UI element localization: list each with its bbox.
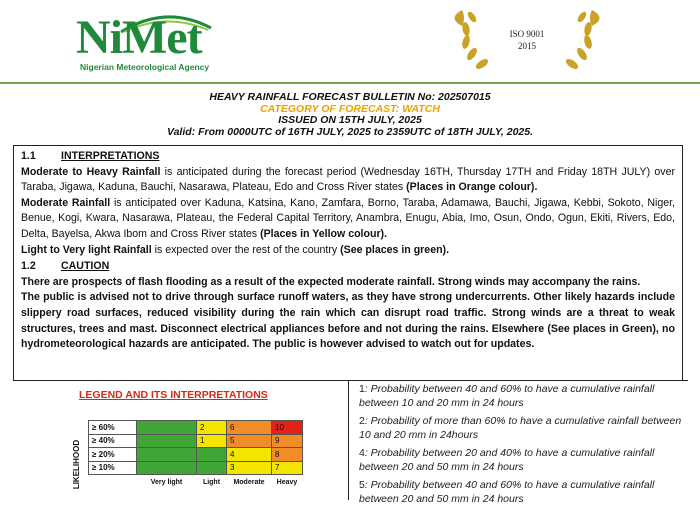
rain-category-label: Moderate to Heavy Rainfall bbox=[21, 165, 161, 178]
column-label: Light bbox=[202, 479, 221, 487]
probability-text: : Probability between 40 and 60% to have a cumulative rainfall between 20 and 50 mm in 24 hours bbox=[359, 479, 655, 505]
matrix-cell: 8 bbox=[272, 448, 303, 462]
matrix-cell bbox=[137, 448, 197, 462]
probability-item bbox=[359, 479, 688, 506]
matrix-row bbox=[89, 421, 303, 435]
matrix-cell: 10 bbox=[272, 421, 303, 435]
probability-list bbox=[348, 380, 688, 505]
matrix-cell bbox=[197, 461, 227, 475]
probability-text: : Probability of more than 60% to have a cumulative rainfall between 10 and 20 mm in 24hours bbox=[359, 415, 682, 441]
caution-paragraph-2: The public is advised not to drive through surface runoff waters, as they have strong undercurrents. Other likely hazards include slippery road surfaces, reduced visibility during the rain which can disrupt road traffic. Strong winds are a threat to weak structures, trees and mast. Disconnect electrical appliances before and not during the rains. Elsewhere (See places in Green), no hydrometeorological hazards are anticipated. The public is however advised to watch out for updates. bbox=[21, 291, 675, 351]
bulletin-header bbox=[0, 92, 700, 138]
interpretation-text: is expected over the rest of the country bbox=[151, 243, 341, 256]
nimet-logo bbox=[76, 12, 261, 74]
matrix-cell bbox=[137, 434, 197, 448]
matrix-column-headers bbox=[89, 475, 303, 489]
caution-paragraph-1: There are prospects of flash flooding as a result of the expected moderate rainfall. Strong winds may accompany the rains. bbox=[21, 275, 641, 288]
logo-wordmark: NiMet bbox=[76, 11, 202, 64]
interpretation-paragraph-1 bbox=[21, 165, 675, 196]
probability-item bbox=[359, 447, 688, 474]
forecast-category: CATEGORY OF FORECAST: WATCH bbox=[260, 102, 440, 115]
matrix-cell: 6 bbox=[227, 421, 272, 435]
matrix-cell: 7 bbox=[272, 461, 303, 475]
legend-title: LEGEND AND ITS INTERPRETATIONS bbox=[79, 389, 268, 401]
column-label: Heavy bbox=[276, 479, 298, 487]
valid-period: Valid: From 0000UTC of 16TH JULY, 2025 to 2359UTC of 18TH JULY, 2025. bbox=[166, 125, 534, 138]
section-number: 1.1 bbox=[21, 150, 36, 162]
matrix-cell: 2 bbox=[197, 421, 227, 435]
probability-number: 4 bbox=[359, 447, 365, 459]
matrix-cell: 5 bbox=[227, 434, 272, 448]
section-title: INTERPRETATIONS bbox=[61, 150, 160, 162]
matrix-cell bbox=[137, 421, 197, 435]
interpretation-text: is anticipated over Kaduna, Katsina, Kano, Zamfara, Borno, Taraba, Adamawa, Bauchi, Jigawa, Kebbi, Sokoto, Niger, Benue, Kogi, Kwara, Nasarawa, Plateau, the Federal Capital Territory, Anambra, Enugu, Abia, Imo, Osun, Ondo, Ogun, Ekiti, Rivers, Edo, Delta, Bayelsa, Akwa Ibom and Cross River states bbox=[21, 196, 675, 240]
bulletin-title: HEAVY RAINFALL FORECAST BULLETIN No: 202507015 bbox=[209, 91, 491, 103]
matrix-row bbox=[89, 461, 303, 475]
interpretation-text: is anticipated during the forecast period (Wednesday 16TH, Thursday 17TH and Friday 18TH JULY) over Taraba, Jigawa, Kaduna, Bauchi, Nasarawa, Plateau, Edo and Cross River states bbox=[21, 165, 675, 194]
column-label: Very light bbox=[150, 479, 183, 487]
likelihood-label: LIKELIHOOD bbox=[72, 439, 82, 490]
risk-matrix bbox=[88, 420, 303, 489]
matrix-cell bbox=[137, 461, 197, 475]
iso-text bbox=[497, 28, 557, 52]
color-note: (Places in Yellow colour). bbox=[260, 227, 388, 240]
section-title: CAUTION bbox=[61, 260, 110, 273]
probability-item bbox=[359, 383, 688, 410]
section-number: 1.2 bbox=[21, 260, 36, 273]
row-label: ≥ 10% bbox=[89, 461, 137, 475]
matrix-cell: 9 bbox=[272, 434, 303, 448]
logo-subtitle: Nigerian Meteorological Agency bbox=[80, 62, 210, 72]
probability-number: 1 bbox=[359, 383, 365, 395]
probability-item bbox=[359, 415, 688, 442]
probability-text: : Probability between 20 and 40% to have a cumulative rainfall between 20 and 50 mm in 24 hours bbox=[359, 447, 655, 473]
color-note: (See places in green). bbox=[340, 243, 450, 256]
matrix-cell: 3 bbox=[227, 461, 272, 475]
matrix-row bbox=[89, 448, 303, 462]
iso-standard: ISO 9001 bbox=[509, 29, 545, 39]
bulletin-content-box bbox=[13, 145, 683, 381]
matrix-cell: 1 bbox=[197, 434, 227, 448]
matrix-row bbox=[89, 434, 303, 448]
matrix-cell: 4 bbox=[227, 448, 272, 462]
rain-category-label: Moderate Rainfall bbox=[21, 196, 111, 209]
interpretation-paragraph-3 bbox=[21, 243, 675, 259]
column-label: Moderate bbox=[233, 479, 265, 487]
issued-date: ISSUED ON 15TH JULY, 2025 bbox=[278, 114, 422, 126]
interpretation-paragraph-2 bbox=[21, 196, 675, 243]
row-label: ≥ 60% bbox=[89, 421, 137, 435]
color-note: (Places in Orange colour). bbox=[406, 181, 538, 194]
row-label: ≥ 20% bbox=[89, 448, 137, 462]
iso-badge bbox=[452, 6, 602, 76]
iso-year: 2015 bbox=[518, 41, 536, 51]
row-label: ≥ 40% bbox=[89, 434, 137, 448]
probability-number: 5 bbox=[359, 479, 365, 491]
probability-text: : Probability between 40 and 60% to have a cumulative rainfall between 10 and 20 mm in 24 hours bbox=[359, 383, 655, 409]
section-heading-interpretations bbox=[21, 149, 675, 165]
section-heading-caution bbox=[21, 259, 675, 275]
likelihood-axis bbox=[70, 439, 84, 492]
matrix-cell bbox=[197, 448, 227, 462]
probability-number: 2 bbox=[359, 415, 365, 427]
rain-category-label: Light to Very light Rainfall bbox=[21, 243, 152, 256]
header-divider bbox=[0, 82, 700, 84]
